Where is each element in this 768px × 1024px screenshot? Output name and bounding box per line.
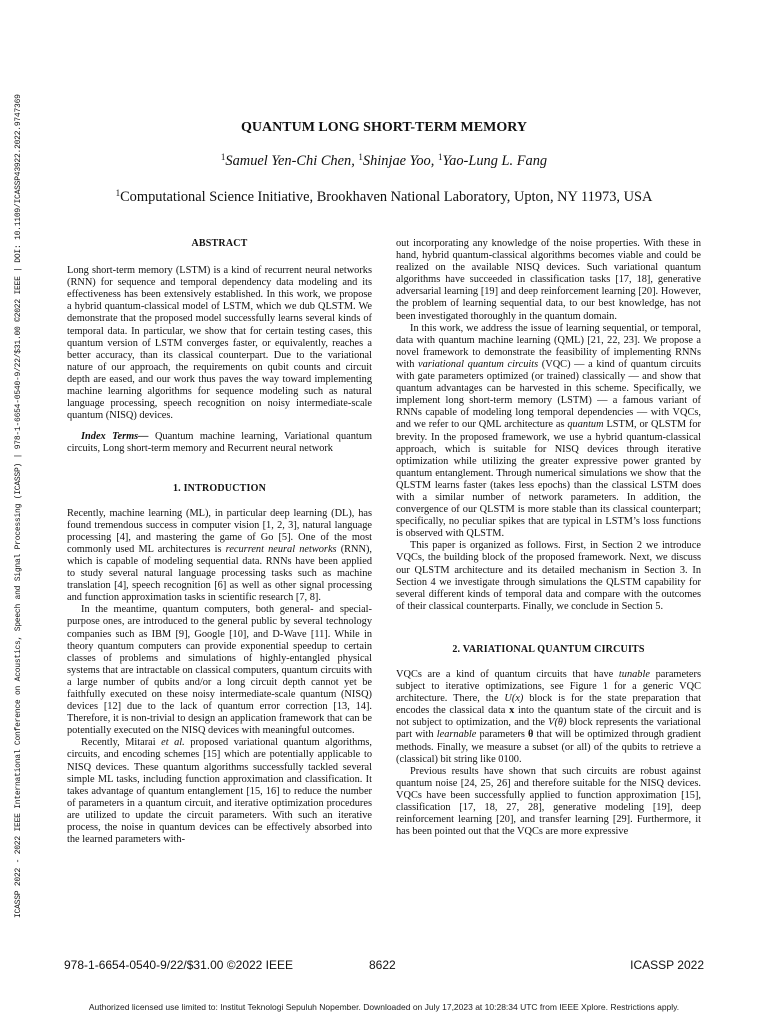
emphasis: variational quantum circuits — [418, 358, 539, 370]
right-column — [396, 238, 701, 838]
abstract-text: Long short-term memory (LSTM) is a kind of recurrent neural networks (RNN) for sequence and temporal dependency data modeling and its effectiveness has been extensively established. In this work, we propose a hybrid quantum-classical model of LSTM, which we dub QLSTM. We demonstrate that the proposed model successfully learns several kinds of temporal data. In particular, we show that for certain testing cases, this quantum version of LSTM converges faster, or equivalently, reaches a better accuracy, than its classical counterpart. Due to the variational nature of our approach, the requirements on qubit counts and circuit depth are eased, and our work thus paves the way toward implementing machine learning algorithms for sequence modeling such as natural language processing, speech recognition on noisy intermediate-scale quantum (NISQ) devices. — [67, 265, 372, 422]
text-run: LSTM, or QLSTM for brevity. In the proposed framework, we use a hybrid quantum-classical approach, which is suitable for NISQ devices through iterative optimization while utilizing the greater expressive power granted by quantum entanglement. Through numerical simulations we show that the QLSTM learns faster (takes less epochs) than the classical LSTM does with a similar number of network parameters. In addition, the convergence of our QLSTM is more stable than its classical counterpart; specifically, no peculiar spikes that are typical in LSTM’s loss functions is observed with QLSTM. — [396, 419, 701, 540]
affiliation-sup: 1 — [115, 188, 121, 198]
emphasis: recurrent neural networks — [225, 543, 337, 555]
intro-paragraph-5 — [396, 323, 701, 541]
text-run: Recently, Mitarai — [81, 737, 162, 749]
text-run: into the quantum state of the circuit and is not subject to optimization, and the — [396, 705, 701, 729]
sidebar-citation-text: ICASSP 2022 - 2022 IEEE International Conference on Acoustics, Speech and Signal Processing (ICASSP) | 978-1-6654-0540-9/22/$31.00 ©2022 IEEE | DOI: 10.1109/ICASSP43922.2022.9747369 — [14, 94, 23, 918]
text-run: block represents the variational part with — [396, 717, 701, 741]
math: θ — [528, 729, 534, 741]
abstract-heading: ABSTRACT — [191, 238, 248, 249]
intro-paragraph-1 — [67, 508, 372, 605]
index-terms — [67, 431, 372, 455]
math: U(x) — [504, 693, 524, 705]
ieee-sidebar-citation — [12, 94, 26, 918]
page-footer — [64, 958, 704, 974]
author-name: Samuel Yen-Chi Chen, — [225, 153, 355, 169]
emphasis: learnable — [436, 729, 477, 741]
index-terms-text: Quantum machine learning, Variational quantum circuits, Long short-term memory and Recurrent neural network — [67, 431, 372, 455]
author-sup: 1 — [437, 152, 443, 162]
left-column — [67, 236, 372, 846]
intro-paragraph-6: This paper is organized as follows. First, in Section 2 we introduce VQCs, the building block of the proposed framework. Next, we discuss our QLSTM architecture and its detailed mechanism in Section 3. In Section 4 we investigate through simulations the QLSTM capability for several different kinds of temporal data and compare with the outcomes of their classical counterparts. Finally, we conclude in Section 5. — [396, 540, 701, 612]
affiliation — [60, 188, 708, 206]
author-sup: 1 — [358, 152, 363, 162]
text-run: parameters — [476, 729, 529, 741]
author-sup: 1 — [220, 152, 226, 162]
vqc-paragraph-1 — [396, 669, 701, 766]
text-run: (VQC) — a kind of quantum circuits with gate parameters optimized (or trained) classically — and show that quantum advantages can be harvested in this scheme. Specifically, we implement long short-term memory (LSTM) — a famous variant of RNNs capable of modeling long temporal dependencies — with VQCs, and we refer to our QML architecture as — [396, 358, 701, 431]
paper-title: QUANTUM LONG SHORT-TERM MEMORY — [241, 120, 527, 135]
text-run: . — [518, 753, 522, 765]
vqc-paragraph-2: Previous results have shown that such circuits are robust against quantum noise [24, 25, 26] and therefore suitable for the NISQ devices. VQCs have been successfully applied to function approximation [15], classification [17, 18, 27, 28], generative modeling [19], deep reinforcement learning [20], and transfer learning [29]. Furthermore, it has been pointed out that the VQCs are more expressive — [396, 765, 701, 838]
intro-paragraph-2: In the meantime, quantum computers, both general- and special-purpose ones, are introduced to the general public by several technology companies such as IBM [9], Google [10], and D-Wave [11]. While in theory quantum computers can provide exponential speedup to certain classes of problems and simulations of highly-entangled physical systems that are intractable on classical computers, quantum circuits with a large number of qubits and/or a long circuit depth cannot yet be faithfully executed on these noisy intermediate-scale quantum (NISQ) devices [12] due to the lack of quantum error correction [13, 14]. Therefore, it is non-trivial to design an application framework that can be potentially executed on the NISQ devices with meaningful outcomes. — [67, 604, 372, 737]
intro-heading: 1. INTRODUCTION — [172, 482, 266, 494]
emphasis: et al. — [161, 737, 185, 749]
index-terms-label: Index Terms— — [81, 431, 149, 443]
license-notice: Authorized licensed use limited to: Institut Teknologi Sepuluh Nopember. Downloaded on July 17,2023 at 10:28:34 UTC from IEEE Xplore. Restrictions apply. — [88, 1002, 680, 1012]
text-run: VQCs are a kind of quantum circuits that have — [396, 669, 619, 680]
emphasis: quantum — [567, 419, 604, 431]
author-name: Shinjae Yoo, — [362, 153, 435, 169]
math: x — [509, 705, 515, 717]
intro-paragraph-3 — [67, 737, 372, 846]
text-run: that will be optimized through gradient methods. Finally, we measure a subset (or all) of the qubits to retrieve a (classical) bit string like — [396, 729, 701, 765]
math: 0100 — [498, 753, 519, 765]
text-run: Recently, machine learning (ML), in particular deep learning (DL), has found tremendous success in computer vision [1, 2, 3], natural language processing [4], and mastering the game of Go [5]. One of the most commonly used ML architectures is — [67, 507, 372, 555]
author-list — [60, 152, 708, 170]
intro-paragraph-4: out incorporating any knowledge of the noise properties. With these in hand, hybrid quantum-classical algorithms becomes viable and could be realized on the available NISQ devices. Such variational quantum algorithms have succeeded in classification tasks [17, 18], generative adversarial learning [19] and deep reinforcement learning [20]. However, the problem of learning sequential data, to our best knowledge, has not been investigated thoroughly in the quantum domain. — [396, 238, 701, 322]
footer-isbn: 978-1-6654-0540-9/22/$31.00 ©2022 IEEE — [64, 958, 294, 972]
page-number: 8622 — [369, 958, 396, 972]
author-name: Yao-Lung L. Fang — [442, 153, 548, 169]
vqc-heading: 2. VARIATIONAL QUANTUM CIRCUITS — [452, 643, 645, 655]
emphasis: tunable — [618, 669, 650, 680]
affiliation-text: Computational Science Initiative, Brookhaven National Laboratory, Upton, NY 11973, USA — [120, 189, 653, 205]
text-run: (RNN), which is capable of modeling sequential data. RNNs have been applied to study several natural language processing tasks such as machine translation [4], speech recognition [6] as well as other signal processing and function approximation tasks in scientific research [7, 8]. — [67, 543, 373, 604]
text-run: In this work, we address the issue of learning sequential, or temporal, data with quantum machine learning (QML) [21, 22, 23]. We propose a novel framework to demonstrate the feasibility of implementing RNNs with — [396, 322, 701, 370]
math: V(θ) — [548, 717, 567, 729]
text-run: block is for the state preparation that encodes the classical data — [396, 693, 701, 717]
text-run: proposed variational quantum algorithms, circuits, and encoding schemes [15] which are potentially applicable to NISQ devices. These quantum algorithms successfully tackled several simple ML tasks, including function approximation and classification. It takes advantage of quantum entanglement [15, 16] to reduce the number of parameters in a quantum circuit, and iterative optimization procedures are utilized to update the circuit parameters. With such an iterative process, the noise in quantum devices can be effectively absorbed into the learned parameters with- — [67, 737, 372, 846]
footer-conference: ICASSP 2022 — [630, 958, 704, 972]
text-run: parameters subject to iterative optimizations, see Figure 1 for a generic VQC architecture. There, the — [396, 669, 701, 705]
